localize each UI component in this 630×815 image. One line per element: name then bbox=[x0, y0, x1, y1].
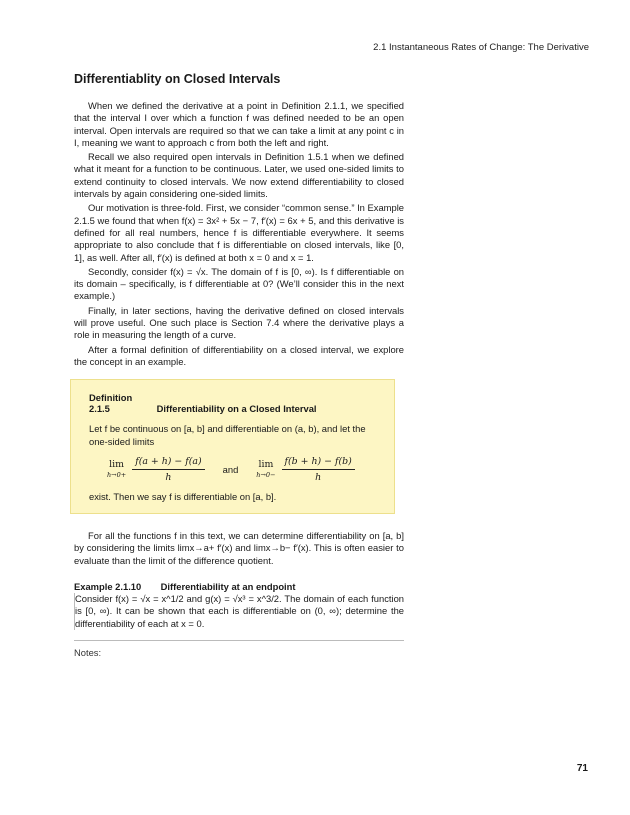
numerator-left: f(a + h) − f(a) bbox=[132, 456, 204, 470]
example-title: Differentiability at an endpoint bbox=[160, 581, 296, 593]
limit-left bbox=[107, 459, 126, 479]
difference-quotient-left bbox=[132, 456, 204, 483]
example-body: Consider f(x) = √x = x^1/2 and g(x) = √x³ = x^3/2. The domain of each function is [0, ∞). It can be shown that each is differentiable on (0, ∞); determine the differentiability of each at x = 0. bbox=[75, 593, 404, 629]
definition-box bbox=[70, 379, 395, 514]
running-head: 2.1 Instantaneous Rates of Change: The Derivative bbox=[373, 42, 589, 53]
paragraph-3: Our motivation is three-fold. First, we consider “common sense.” In Example 2.1.5 we found that when f(x) = 3x² + 5x − 7, f′(x) = 6x + 5, and this derivative is defined for all real numbers, hence f is differentiable everywhere. It seems appropriate to also conclude that f is differentiable on closed intervals, like [0, 1], as well. After all, f′(x) is defined at both x = 0 and x = 1. bbox=[74, 202, 404, 263]
and-word: and bbox=[222, 463, 239, 475]
denominator-left: h bbox=[165, 471, 172, 483]
notes-divider bbox=[74, 640, 404, 641]
paragraph-5: Finally, in later sections, having the derivative defined on closed intervals will prove useful. One such place is Section 7.4 where the derivative plays a role in measuring the length of a curve. bbox=[74, 304, 404, 341]
definition-heading bbox=[89, 392, 394, 414]
section-title: Differentiablity on Closed Intervals bbox=[74, 72, 281, 86]
numerator-right: f(b + h) − f(b) bbox=[282, 456, 355, 470]
paragraph-1: When we defined the derivative at a point in Definition 2.1.1, we specified that the interval I over which a function f was defined needed to be an open interval. Open intervals are required so that we can take a limit at any point c in I, meaning we want to approach c from both the left and right. bbox=[74, 100, 404, 148]
limits-display bbox=[107, 456, 394, 483]
paragraph-4: Secondly, consider f(x) = √x. The domain of f is [0, ∞). Is f differentiable on its domain – specifically, is f differentiable at 0? (We’ll consider this in the next example.) bbox=[74, 265, 404, 302]
paragraph-2: Recall we also required open intervals in Definition 1.5.1 when we defined what it meant for a function to be continuous. Later, we used one-sided limits to extend continuity to closed intervals. We now extend differentiability to closed intervals by again considering one-sided limits. bbox=[74, 151, 404, 200]
notes-label: Notes: bbox=[74, 646, 102, 658]
example-heading bbox=[74, 581, 404, 592]
page-number: 71 bbox=[576, 763, 588, 774]
main-column bbox=[74, 72, 404, 658]
definition-conclusion: exist. Then we say f is differentiable on [a, b]. bbox=[89, 490, 277, 502]
limit-left-subscript: h→0+ bbox=[107, 471, 127, 480]
definition-intro: Let f be continuous on [a, b] and differentiable on (a, b), and let the one-sided limits bbox=[89, 423, 366, 447]
lim-word: lim bbox=[258, 459, 274, 471]
after-definition-paragraph: For all the functions f in this text, we can determine differentiability on [a, b] by considering the limits limx→a+ f′(x) and limx→b− f′(x). This is often easier to evaluate than the limit of the difference quotient. bbox=[74, 530, 404, 566]
definition-title: Differentiability on a Closed Interval bbox=[156, 403, 317, 415]
limit-right-subscript: h→0− bbox=[256, 471, 276, 480]
definition-number: Definition 2.1.5 bbox=[89, 392, 133, 415]
difference-quotient-right bbox=[282, 456, 355, 483]
denominator-right: h bbox=[315, 471, 322, 483]
example-number: Example 2.1.10 bbox=[74, 581, 142, 593]
lim-word: lim bbox=[109, 459, 125, 471]
limit-right bbox=[256, 459, 275, 479]
paragraph-6: After a formal definition of differentiability on a closed interval, we explore the concept in an example. bbox=[74, 343, 404, 367]
